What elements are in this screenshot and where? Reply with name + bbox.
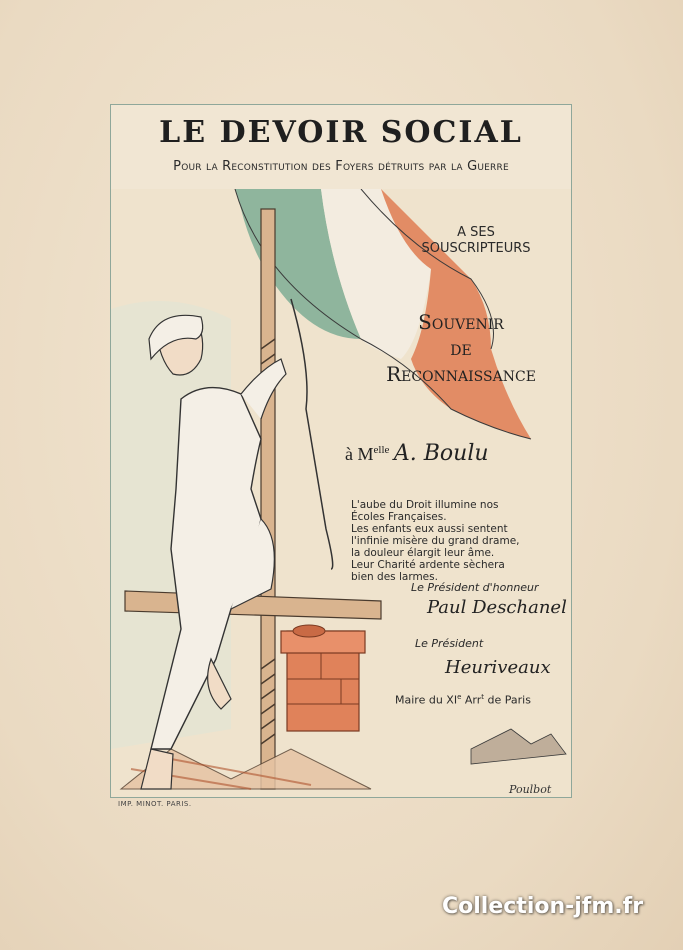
recipient-name: A. Boulu <box>393 441 489 466</box>
certificate-title: LE DEVOIR SOCIAL <box>159 115 523 150</box>
mayor-sup-2: t <box>481 693 485 701</box>
mayor-arr: Arr <box>461 693 482 707</box>
mayor-sup: e <box>457 693 462 701</box>
certificate-frame <box>110 104 572 798</box>
poem-line: L'aube du Droit illumine nos <box>351 499 499 511</box>
poem-line: l'infinie misère du grand drame, <box>351 535 520 547</box>
mayor-text: Maire du XI <box>395 693 458 707</box>
dedication-line-2: SOUSCRIPTEURS <box>421 241 531 256</box>
souvenir-line-3: Reconnaissance <box>386 362 536 386</box>
poem-line: la douleur élargit leur âme. <box>351 547 495 559</box>
printer-credit: IMP. MINOT. PARIS. <box>118 800 192 808</box>
recipient-title-sup: elle <box>373 444 390 456</box>
certificate-header <box>111 105 571 190</box>
mayor-city: de Paris <box>484 693 531 707</box>
president-label: Le Président <box>415 637 484 650</box>
artist-signature: Poulbot <box>509 783 552 796</box>
poem-text <box>351 499 551 583</box>
poem-line: Les enfants eux aussi sentent <box>351 523 508 535</box>
souvenir-line-1: Souvenir <box>418 310 504 334</box>
recipient-prefix: à M <box>345 444 374 464</box>
honorary-president-signature: Paul Deschanel <box>427 597 567 618</box>
flag-pole <box>261 209 275 789</box>
dedication-text <box>401 225 551 257</box>
poem-line: bien des larmes. <box>351 571 438 583</box>
certificate-subtitle: Pour la Reconstitution des Foyers détruits par la Guerre <box>173 159 509 174</box>
poem-line: Leur Charité ardente sèchera <box>351 559 505 571</box>
souvenir-heading <box>351 309 571 387</box>
president-signature: Heuriveaux <box>445 657 551 678</box>
recipient-line <box>345 441 489 466</box>
poem-line: Écoles Françaises. <box>351 511 447 523</box>
watermark: Collection-jfm.fr <box>442 894 644 919</box>
dedication-line-1: A SES <box>457 225 495 240</box>
mayor-line <box>395 693 531 707</box>
souvenir-line-2: de <box>450 336 472 360</box>
honorary-president-label: Le Président d'honneur <box>411 581 539 594</box>
